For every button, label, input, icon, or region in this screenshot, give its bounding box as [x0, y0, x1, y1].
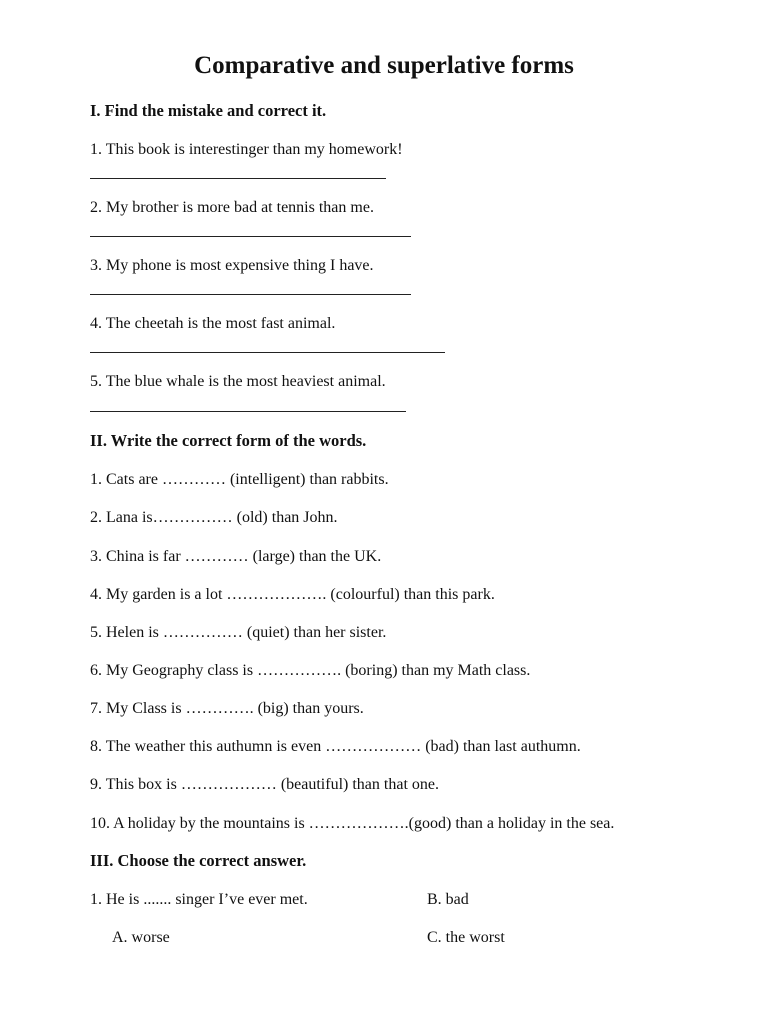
section-2-item-4: 4. My garden is a lot ………………. (colourful) than this park. [90, 586, 495, 603]
section-2-item-3: 3. China is far ………… (large) than the UK. [90, 548, 382, 565]
section-2-item-1: 1. Cats are ………… (intelligent) than rabbits. [90, 471, 389, 488]
section-1-item-2: 2. My brother is more bad at tennis than me. [90, 199, 374, 216]
answer-line-2[interactable] [90, 236, 411, 237]
section-2-item-7: 7. My Class is …………. (big) than yours. [90, 700, 364, 717]
answer-line-4[interactable] [90, 352, 445, 353]
page-title: Comparative and superlative forms [194, 52, 574, 79]
option-c[interactable]: C. the worst [427, 929, 505, 946]
answer-line-3[interactable] [90, 294, 411, 295]
section-2-item-5: 5. Helen is …………… (quiet) than her sister. [90, 624, 387, 641]
section-1-item-5: 5. The blue whale is the most heaviest animal. [90, 373, 386, 390]
option-b[interactable]: B. bad [427, 891, 469, 908]
section-2-heading: II. Write the correct form of the words. [90, 431, 367, 450]
section-1-item-4: 4. The cheetah is the most fast animal. [90, 315, 336, 332]
section-2-item-8: 8. The weather this authumn is even ……………… (bad) than last authumn. [90, 738, 581, 755]
section-3-heading: III. Choose the correct answer. [90, 851, 307, 870]
option-a[interactable]: A. worse [112, 929, 170, 946]
section-2-item-2: 2. Lana is…………… (old) than John. [90, 509, 338, 526]
question-1-text: 1. He is ....... singer I’ve ever met. [90, 891, 308, 908]
answer-line-5[interactable] [90, 411, 406, 412]
section-2-item-9: 9. This box is ……………… (beautiful) than that one. [90, 776, 439, 793]
section-1-item-3: 3. My phone is most expensive thing I have. [90, 257, 374, 274]
answer-line-1[interactable] [90, 178, 386, 179]
section-2-item-10: 10. A holiday by the mountains is ……………….(good) than a holiday in the sea. [90, 815, 615, 832]
section-1-item-1: 1. This book is interestinger than my homework! [90, 141, 403, 158]
section-2-item-6: 6. My Geography class is ……………. (boring) than my Math class. [90, 662, 531, 679]
section-1-heading: I. Find the mistake and correct it. [90, 101, 327, 120]
